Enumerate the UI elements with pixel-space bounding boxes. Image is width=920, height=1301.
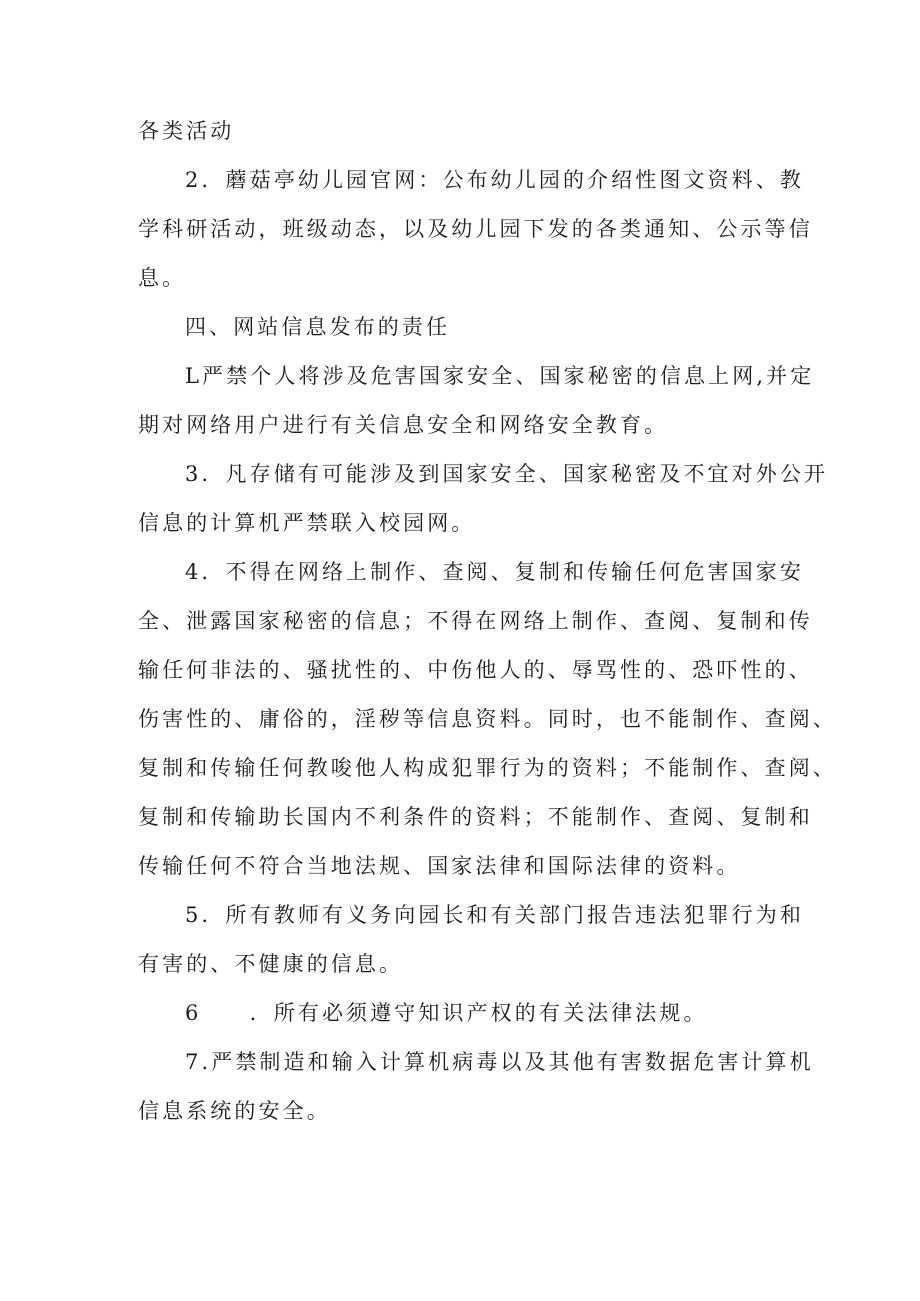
text-line: 复制和传输任何教唆他人构成犯罪行为的资料；不能制作、查阅、 [138, 756, 837, 780]
text-line: 全、泄露国家秘密的信息；不得在网络上制作、查阅、复制和传 [138, 609, 813, 633]
text-line: 4．不得在网络上制作、查阅、复制和传输任何危害国家安 [185, 560, 804, 584]
text-line: 3．凡存储有可能涉及到国家安全、国家秘密及不宜对外公开 [185, 462, 829, 486]
text-line: 信息系统的安全。 [138, 1099, 331, 1123]
text-line: 输任何非法的、骚扰性的、中伤他人的、辱骂性的、恐吓性的、 [138, 658, 813, 682]
text-line: 伤害性的、庸俗的，淫秽等信息资料。同时，也不能制作、查阅、 [138, 707, 837, 731]
text-line: 6 ．所有必须遵守知识产权的有关法律法规。 [185, 1001, 708, 1025]
text-line: 学科研活动，班级动态，以及幼儿园下发的各类通知、公示等信 [138, 217, 813, 241]
text-line: 期对网络用户进行有关信息安全和网络安全教育。 [138, 413, 669, 437]
text-line: 信息的计算机严禁联入校园网。 [138, 511, 476, 535]
text-line: 复制和传输助长国内不利条件的资料；不能制作、查阅、复制和 [138, 805, 813, 829]
text-line: 5．所有教师有义务向园长和有关部门报告违法犯罪行为和 [185, 903, 804, 927]
text-line: 2．蘑菇亭幼儿园官网：公布幼儿园的介绍性图文资料、教 [185, 168, 804, 192]
section-heading: 四、网站信息发布的责任 [185, 315, 451, 339]
text-line: 7.严禁制造和输入计算机病毒以及其他有害数据危害计算机 [185, 1050, 814, 1074]
text-line: 有害的、不健康的信息。 [138, 952, 404, 976]
text-line: 传输任何不符合当地法规、国家法律和国际法律的资料。 [138, 854, 741, 878]
text-line: 各类活动 [138, 119, 235, 143]
text-line: L严禁个人将涉及危害国家安全、国家秘密的信息上网,并定 [185, 364, 815, 388]
text-line: 息。 [138, 266, 187, 290]
